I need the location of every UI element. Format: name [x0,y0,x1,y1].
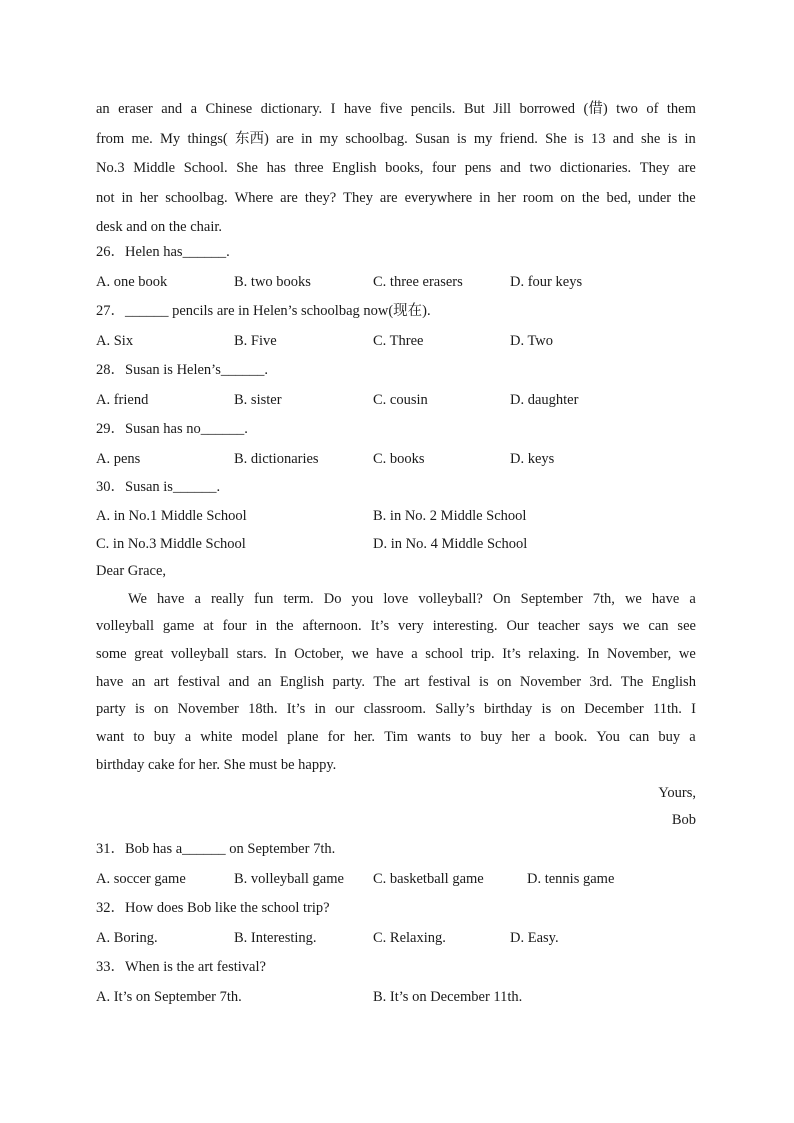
word: the [581,189,600,206]
option-c[interactable]: C. basketball game [373,870,484,887]
word: fun [254,590,274,607]
option-a[interactable]: A. one book [96,273,168,290]
word: plane [287,729,319,746]
word: things( [187,130,228,147]
word: are [379,189,398,206]
question-group-31-33 [96,835,696,1012]
option-c[interactable]: C. three erasers [373,273,463,290]
option-c[interactable]: C. Three [373,332,424,349]
word: eraser [118,101,153,117]
word: English [279,673,325,690]
passage-line [96,154,696,184]
word: have [376,646,404,663]
word: volleyball? [418,590,483,607]
word: is [667,130,678,147]
word: November, [606,646,672,663]
word: is [135,701,145,718]
option-b[interactable]: B. It’s on December 11th. [373,988,523,1005]
letter-passage [96,558,696,835]
word: In [274,646,287,663]
word: It’s [370,618,390,635]
word: the [275,618,294,635]
word: and [161,101,183,117]
word: on [560,701,575,718]
word: from [96,130,125,147]
option-d[interactable]: D. daughter [510,391,579,408]
word: and [612,130,634,147]
word: have [343,101,372,117]
word: birthday [483,701,533,718]
word: model [241,729,278,746]
word: we [622,618,640,635]
option-a[interactable]: A. Six [96,332,134,349]
word: room [522,189,554,206]
word: me. [131,130,153,147]
word: 11th. [653,701,682,718]
word: I [691,701,696,718]
passage-line [96,125,696,155]
option-d[interactable]: D. keys [510,450,555,467]
letter-line [96,724,696,752]
option-b[interactable]: B. volleyball game [234,870,344,887]
word: teacher [537,618,580,635]
options-27 [96,327,696,357]
options-33 [96,983,696,1013]
word: has [266,160,286,177]
word: My [160,130,181,147]
word: in [314,701,326,718]
option-c[interactable]: C. books [373,450,425,467]
option-c[interactable]: C. in No.3 Middle School [96,536,246,552]
word: Chinese [205,101,253,117]
word: 7th, [592,590,615,607]
word: you [351,590,374,607]
options-30-cd [96,530,696,558]
word: party [96,701,126,718]
word: You [596,729,620,746]
word: buy [658,729,681,746]
options-32 [96,924,696,954]
word: Middle [133,160,176,177]
word: our [335,701,355,718]
word: pencils. [410,101,456,117]
word: in [121,189,133,206]
word: under [638,189,672,206]
word: volleyball [170,646,229,663]
word: They [343,189,373,206]
word: in [255,618,267,635]
option-b[interactable]: B. in No. 2 Middle School [373,508,527,524]
word: buy [480,729,503,746]
word: in [684,130,696,147]
options-29 [96,445,696,475]
letter-signature: Bob [671,812,696,829]
word: It’s [286,701,306,718]
letter-line [96,641,696,669]
word: for [327,729,345,746]
option-d[interactable]: D. Easy. [510,929,559,946]
word: can [648,618,669,635]
word: her [497,189,516,206]
word: four [222,618,247,635]
word: are [678,160,696,177]
word: see [677,618,696,635]
word: they? [304,189,337,206]
word: 3rd. [589,673,613,690]
word: is [478,673,489,690]
word: a [689,590,696,607]
word: have [157,590,185,607]
word: is [541,701,552,718]
word: says [588,618,614,635]
letter-closing: Yours, [658,784,696,801]
word: her [511,729,530,746]
passage-line: desk and on the chair. [96,219,223,236]
reading-passage [96,95,696,243]
word: a [539,729,546,746]
word: In [587,646,600,663]
word: December [584,701,644,718]
word: to [133,729,145,746]
word: party. [332,673,365,690]
option-d[interactable]: D. four keys [510,273,583,290]
word: Do [323,590,342,607]
option-d[interactable]: D. in No. 4 Middle School [373,536,528,552]
option-a[interactable]: A. Boring. [96,929,158,946]
letter-line: birthday cake for her. She must be happy. [96,756,337,773]
word: No.3 [96,160,125,177]
options-31 [96,865,696,895]
word: two [529,160,552,177]
word: is [456,130,467,147]
word: schoolbag. [345,130,408,147]
word: five [379,101,403,117]
options-28 [96,386,696,416]
word: classroom. [363,701,427,718]
word: But [463,101,485,117]
word: festival [177,673,221,690]
word: I [330,101,336,117]
word: bed, [606,189,632,206]
option-d[interactable]: D. tennis game [527,870,615,887]
word: borrowed [519,101,576,117]
word: a [689,729,696,746]
word: 东西) [234,130,269,147]
word: love [383,590,409,607]
word: game [162,618,195,635]
word: volleyball [96,618,154,635]
word: we [678,646,696,663]
word: Susan [415,130,450,147]
word: in [479,189,491,206]
word: my [473,130,493,147]
word: two [616,101,638,117]
question-stem-29: 29．Susan has no______. [96,421,248,437]
word: a [411,646,418,663]
question-group-26-29 [96,238,696,474]
option-b[interactable]: B. sister [234,391,282,408]
letter-line [96,613,696,641]
word: books, [385,160,424,177]
word: the [678,189,696,206]
word: art [404,673,420,690]
option-c[interactable]: C. cousin [373,391,428,408]
word: pens [464,160,492,177]
option-b[interactable]: B. two books [234,273,311,290]
option-c[interactable]: C. Relaxing. [373,929,446,946]
word: a [184,729,192,746]
word: term. [283,590,314,607]
word: on [560,189,575,206]
option-b[interactable]: B. Five [234,332,277,349]
word: stars. [236,646,267,663]
word: Sally’s [435,701,475,718]
word: white [200,729,233,746]
word: and [499,160,521,177]
word: Jill [493,101,512,117]
word: we [351,646,369,663]
word: It’s [502,646,521,663]
word: wants [417,729,451,746]
word: dictionary. [260,101,323,117]
question-stem-33: 33．When is the art festival? [96,959,266,975]
word: a [190,101,198,117]
word: not [96,189,115,206]
question-stem-27: 27．______ pencils are in Helen’s schoolbag now(现在). [96,303,431,319]
word: On [492,590,511,607]
word: November [177,701,239,718]
word: on [496,673,512,690]
word: English [651,673,696,690]
word: relaxing. [528,646,580,663]
word: (借) [583,101,608,117]
word: an [257,673,272,690]
option-b[interactable]: B. Interesting. [234,929,317,946]
word: The [620,673,644,690]
option-b[interactable]: B. dictionaries [234,450,319,467]
word: schoolbag. [165,189,228,206]
word: we [624,590,642,607]
word: an [131,673,146,690]
word: 18th. [248,701,278,718]
word: want [96,729,125,746]
word: trip. [470,646,495,663]
word: Where [234,189,274,206]
word: Tim [384,729,408,746]
word: We [128,590,147,607]
word: of [646,101,659,117]
word: on [153,701,169,718]
word: November [519,673,582,690]
word: my [319,130,339,147]
word: October, [294,646,344,663]
word: English [332,160,377,177]
option-d[interactable]: D. Two [510,332,554,349]
option-a[interactable]: A. soccer game [96,870,186,887]
word: at [203,618,214,635]
word: her [139,189,159,206]
word: them [666,101,696,117]
question-stem-26: 26．Helen has______. [96,244,230,260]
word: an [96,101,110,117]
word: have [651,590,680,607]
word: September [520,590,583,607]
word: afternoon. [302,618,362,635]
word: to [460,729,472,746]
option-a[interactable]: A. pens [96,450,141,467]
word: Our [506,618,529,635]
question-stem-30: 30．Susan is______. [96,479,221,495]
word: have [96,673,124,690]
word: and [228,673,250,690]
word: friend. [499,130,538,147]
word: three [294,160,324,177]
word: great [134,646,164,663]
word: very [398,618,424,635]
word: art [153,673,170,690]
word: book. [554,729,588,746]
word: she [640,130,661,147]
word: festival [427,673,471,690]
options-26 [96,268,696,298]
letter-line [96,586,696,614]
word: dictionaries. [559,160,632,177]
option-a[interactable]: A. It’s on September 7th. [96,988,242,1005]
word: everywhere [404,189,473,206]
passage-line [96,184,696,214]
question-stem-32: 32．How does Bob like the school trip? [96,900,330,916]
word: a [194,590,201,607]
option-a[interactable]: A. in No.1 Middle School [96,508,247,524]
word: in [301,130,313,147]
question-stem-31: 31．Bob has a______ on September 7th. [96,841,336,857]
word: 13 [591,130,606,147]
question-group-30 [96,473,696,558]
word: The [373,673,396,690]
letter-line [96,669,696,697]
word: is [574,130,584,147]
letter-line [96,696,696,724]
word: She [236,160,258,177]
word: can [629,729,650,746]
word: some [96,646,127,663]
word: are [276,130,294,147]
letter-salutation: Dear Grace, [96,563,167,579]
word: school [425,646,464,663]
word: are [280,189,298,206]
word: School. [183,160,228,177]
word: four [431,160,457,177]
word: really [210,590,244,607]
word: buy [153,729,176,746]
passage-line [96,95,696,125]
options-30-ab [96,502,696,530]
question-stem-28: 28．Susan is Helen’s______. [96,362,268,378]
word: her. [353,729,376,746]
word: interesting. [432,618,498,635]
option-a[interactable]: A. friend [96,391,149,408]
word: She [545,130,567,147]
word: They [639,160,670,177]
